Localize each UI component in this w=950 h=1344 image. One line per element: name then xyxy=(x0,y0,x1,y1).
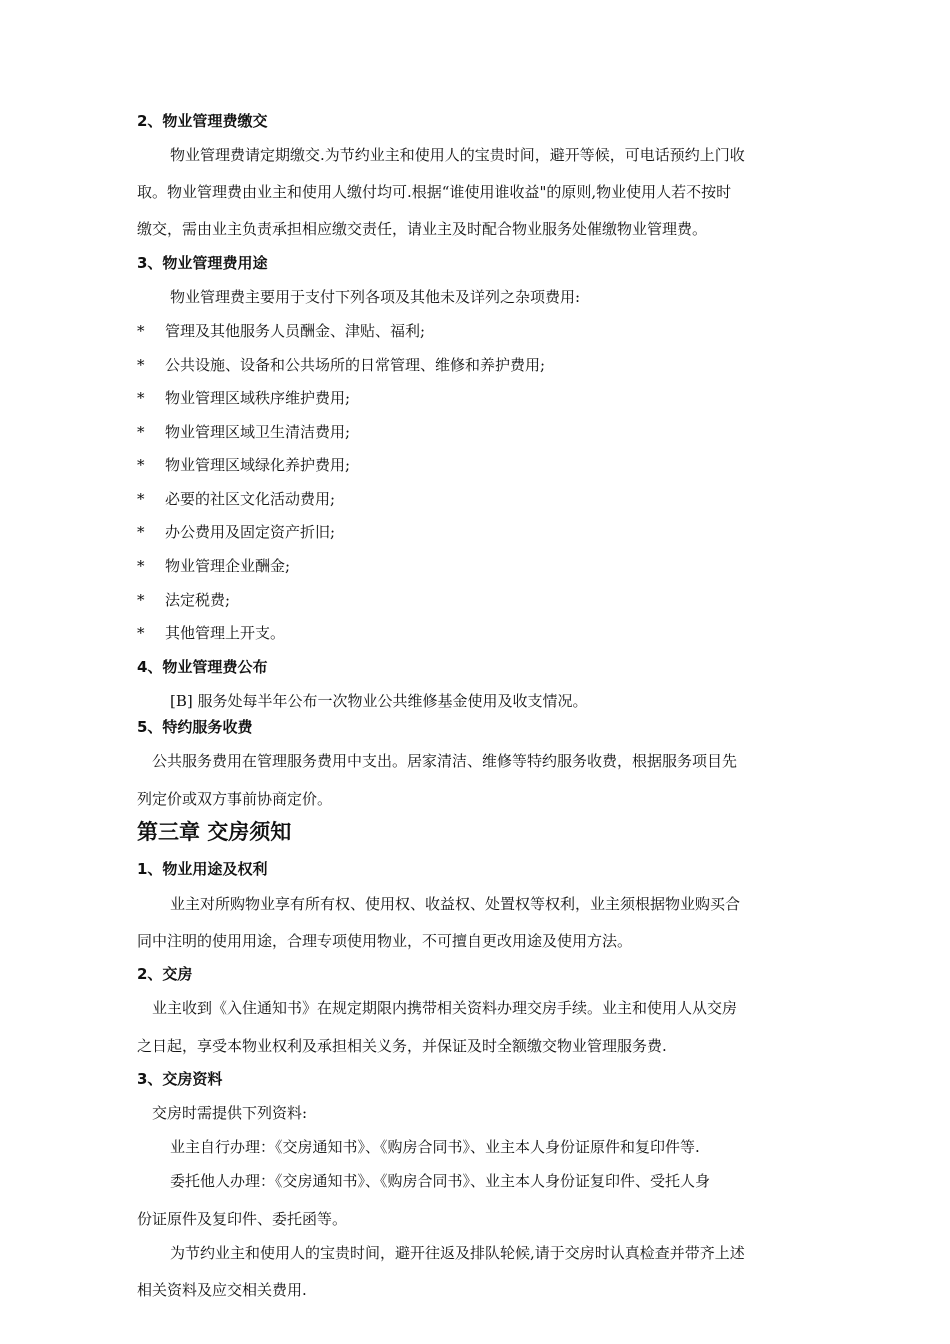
chapter-title: 第三章 交房须知 xyxy=(137,820,292,844)
section-heading: 3、物业管理费用途 xyxy=(137,254,268,272)
list-item-text: 物业管理区域绿化养护费用; xyxy=(165,456,351,474)
list-item-text: 必要的社区文化活动费用; xyxy=(165,490,336,508)
section-heading: 5、特约服务收费 xyxy=(137,718,253,736)
list-item-text: 办公费用及固定资产折旧; xyxy=(165,523,336,541)
paragraph-line: 为节约业主和使用人的宝贵时间，避开往返及排队轮候,请于交房时认真检查并带齐上述 xyxy=(170,1244,745,1262)
section-heading: 2、交房 xyxy=(137,965,193,983)
paragraph-line: 委托他人办理：《交房通知书》、《购房合同书》、业主本人身份证复印件、受托人身 xyxy=(170,1172,711,1190)
list-item xyxy=(137,589,230,611)
section-heading: 4、物业管理费公布 xyxy=(137,658,268,676)
list-item-text: 其他管理上开支。 xyxy=(165,624,286,642)
bullet-star: * xyxy=(137,389,145,407)
paragraph-line: 之日起，享受本物业权利及承担相关义务，并保证及时全额缴交物业管理服务费. xyxy=(137,1037,667,1055)
section-heading: 3、交房资料 xyxy=(137,1070,223,1088)
bullet-star: * xyxy=(137,591,145,609)
paragraph-line: 列定价或双方事前协商定价。 xyxy=(137,790,333,808)
paragraph-line: [B] 服务处每半年公布一次物业公共维修基金使用及收支情况。 xyxy=(170,692,588,710)
paragraph-line: 交房时需提供下列资料: xyxy=(152,1104,308,1122)
bullet-star: * xyxy=(137,356,145,374)
bullet-star: * xyxy=(137,624,145,642)
list-item xyxy=(137,454,350,476)
list-item-text: 物业管理区域卫生清洁费用; xyxy=(165,423,351,441)
bullet-star: * xyxy=(137,490,145,508)
paragraph-line: 业主收到《入住通知书》在规定期限内携带相关资料办理交房手续。业主和使用人从交房 xyxy=(152,999,738,1017)
list-item xyxy=(137,488,335,510)
list-item xyxy=(137,387,350,409)
list-item xyxy=(137,421,350,443)
bullet-star: * xyxy=(137,322,145,340)
list-item-text: 物业管理区域秩序维护费用; xyxy=(165,389,351,407)
list-item-text: 物业管理企业酬金; xyxy=(165,557,291,575)
list-item xyxy=(137,320,425,342)
paragraph-line: 取。物业管理费由业主和使用人缴付均可.根据“谁使用谁收益"的原则,物业使用人若不按时 xyxy=(137,183,732,201)
list-item xyxy=(137,555,290,577)
bullet-star: * xyxy=(137,557,145,575)
list-item-text: 公共设施、设备和公共场所的日常管理、维修和养护费用; xyxy=(165,356,546,374)
paragraph-line: 业主对所购物业享有所有权、使用权、收益权、处置权等权利，业主须根据物业购买合 xyxy=(170,895,741,913)
paragraph-line: 公共服务费用在管理服务费用中支出。居家清洁、维修等特约服务收费，根据服务项目先 xyxy=(152,752,738,770)
paragraph-line: 缴交，需由业主负责承担相应缴交责任，请业主及时配合物业服务处催缴物业管理费。 xyxy=(137,220,708,238)
bullet-star: * xyxy=(137,456,145,474)
paragraph-line: 份证原件及复印件、委托函等。 xyxy=(137,1210,348,1228)
section-heading: 1、物业用途及权利 xyxy=(137,860,268,878)
list-item xyxy=(137,521,335,543)
section-heading: 2、物业管理费缴交 xyxy=(137,112,268,130)
list-item-text: 法定税费; xyxy=(165,591,231,609)
list-item xyxy=(137,622,285,644)
paragraph-line: 物业管理费主要用于支付下列各项及其他未及详列之杂项费用: xyxy=(170,288,581,306)
paragraph-line: 物业管理费请定期缴交.为节约业主和使用人的宝贵时间，避开等候，可电话预约上门收 xyxy=(170,146,745,164)
list-item xyxy=(137,354,545,376)
bullet-star: * xyxy=(137,423,145,441)
paragraph-line: 相关资料及应交相关费用. xyxy=(137,1281,307,1299)
bullet-star: * xyxy=(137,523,145,541)
list-item-text: 管理及其他服务人员酬金、津贴、福利; xyxy=(165,322,426,340)
paragraph-line: 同中注明的使用用途，合理专项使用物业，不可擅自更改用途及使用方法。 xyxy=(137,932,633,950)
paragraph-line: 业主自行办理：《交房通知书》、《购房合同书》、业主本人身份证原件和复印件等. xyxy=(170,1138,700,1156)
